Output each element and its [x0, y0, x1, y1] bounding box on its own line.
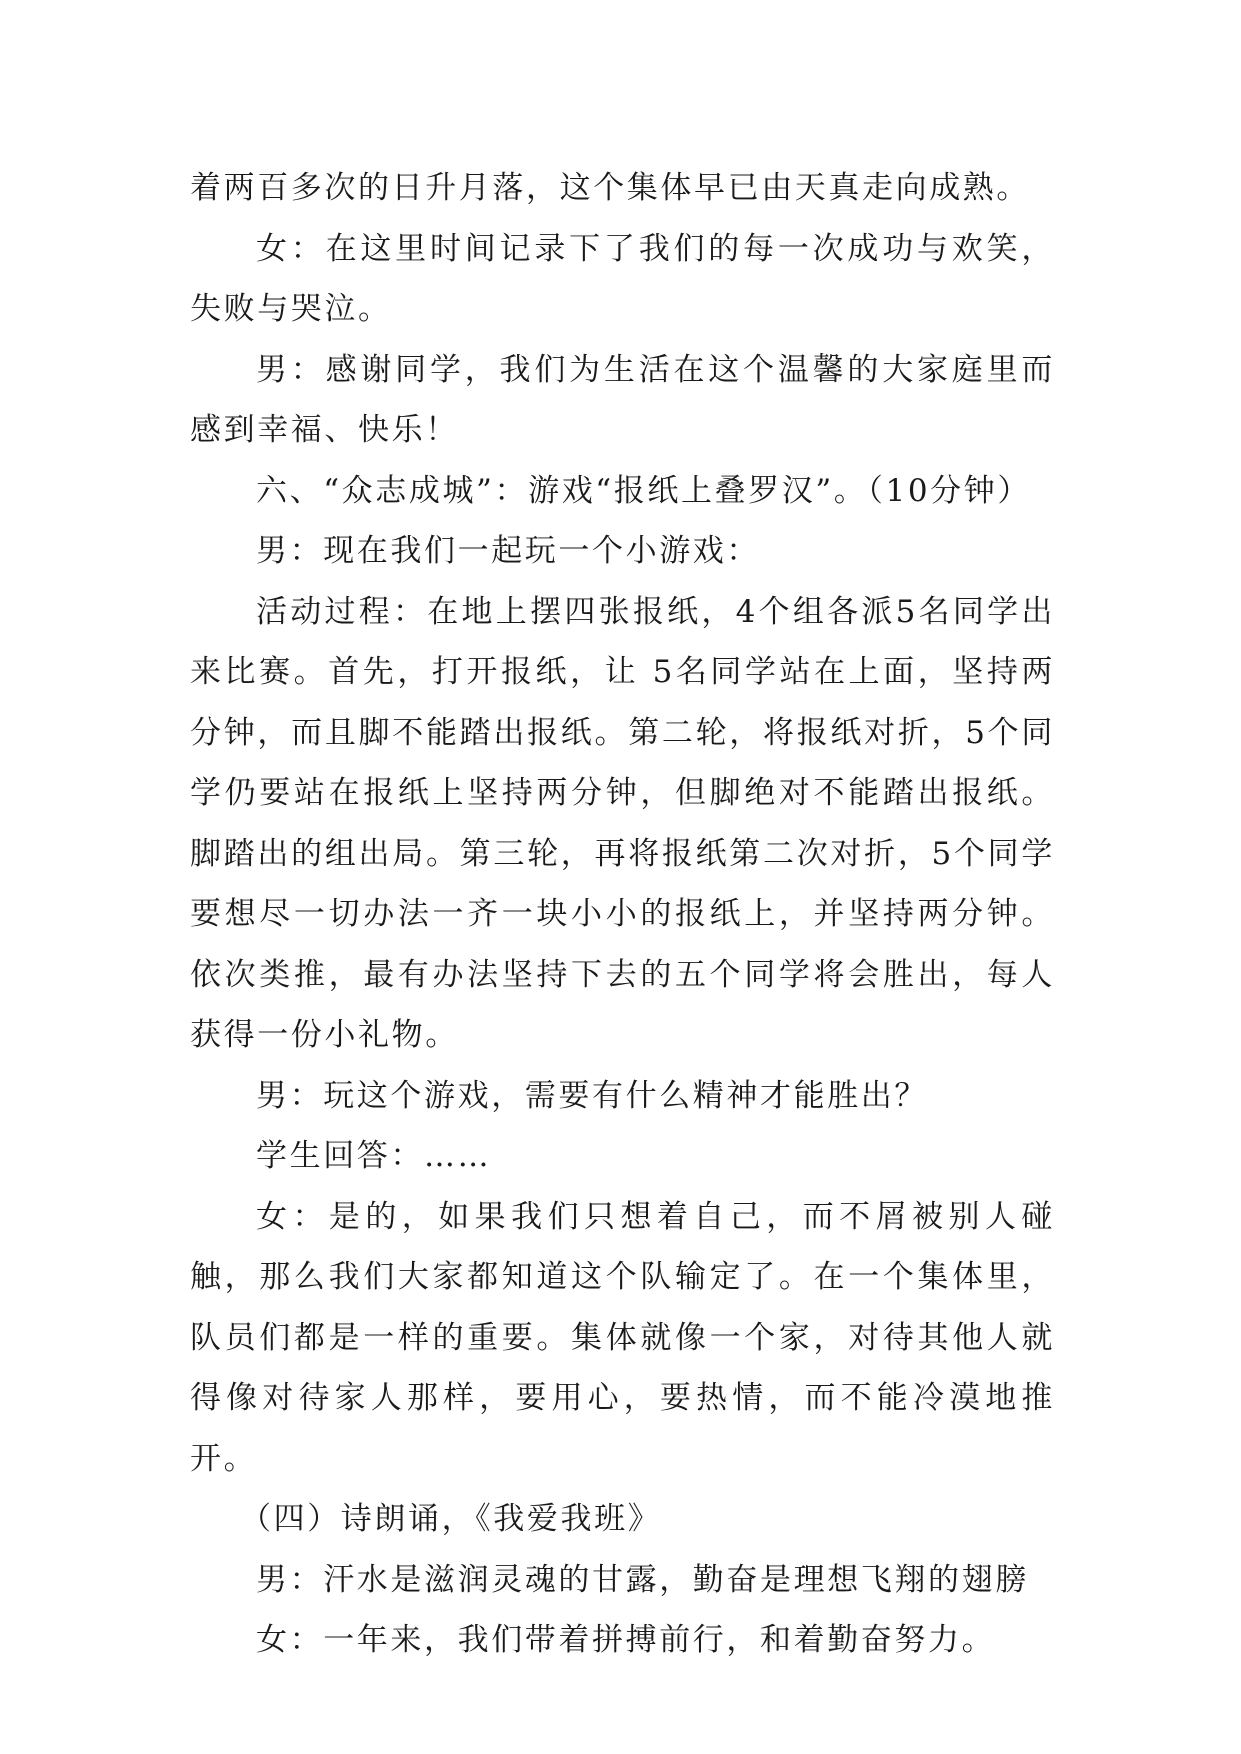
- paragraph-activity-process: 活动过程：在地上摆四张报纸，4个组各派5名同学出来比赛。首先，打开报纸，让 5名同学站在上面，坚持两分钟，而且脚不能踏出报纸。第二轮，将报纸对折，5个同学仍要站在报纸上坚持两分钟，但脚绝对不能踏出报纸。脚踏出的组出局。第三轮，再将报纸第二次对折，5个同学要想尽一切办法一齐一块小小的报纸上，并坚持两分钟。依次类推，最有办法坚持下去的五个同学将会胜出，每人获得一份小礼物。: [190, 593, 1055, 1053]
- paragraph-male-line-2: 男：现在我们一起玩一个小游戏：: [256, 533, 760, 569]
- paragraph-female-line-1: 女：在这里时间记录下了我们的每一次成功与欢笑，失败与哭泣。: [190, 230, 1055, 327]
- paragraph-continuation: 着两百多次的日升月落，这个集体早已由天真走向成熟。: [190, 170, 1030, 206]
- section-heading-six: 六、“众志成城”：游戏“报纸上叠罗汉”。（10分钟）: [256, 472, 1031, 509]
- paragraph-male-line-1: 男：感谢同学，我们为生活在这个温馨的大家庭里而感到幸福、快乐！: [190, 351, 1055, 448]
- document-body: [190, 158, 1055, 1671]
- paragraph-student-answer: 学生回答：……: [256, 1138, 492, 1174]
- paragraph-female-line-2: 女：是的，如果我们只想着自己，而不屑被别人碰触，那么我们大家都知道这个队输定了。在一个集体里，队员们都是一样的重要。集体就像一个家，对待其他人就得像对待家人那样，要用心，要热情，而不能冷漠地推开。: [190, 1198, 1055, 1477]
- paragraph-male-question: 男：玩这个游戏，需要有什么精神才能胜出？: [256, 1077, 928, 1114]
- paragraph-male-line-3: 男：汗水是滋润灵魂的甘露，勤奋是理想飞翔的翅膀: [256, 1561, 1029, 1598]
- paragraph-female-line-3: 女：一年来，我们带着拼搏前行，和着勤奋努力。: [256, 1622, 996, 1658]
- section-heading-poem: （四）诗朗诵，《我爱我班》: [240, 1501, 662, 1537]
